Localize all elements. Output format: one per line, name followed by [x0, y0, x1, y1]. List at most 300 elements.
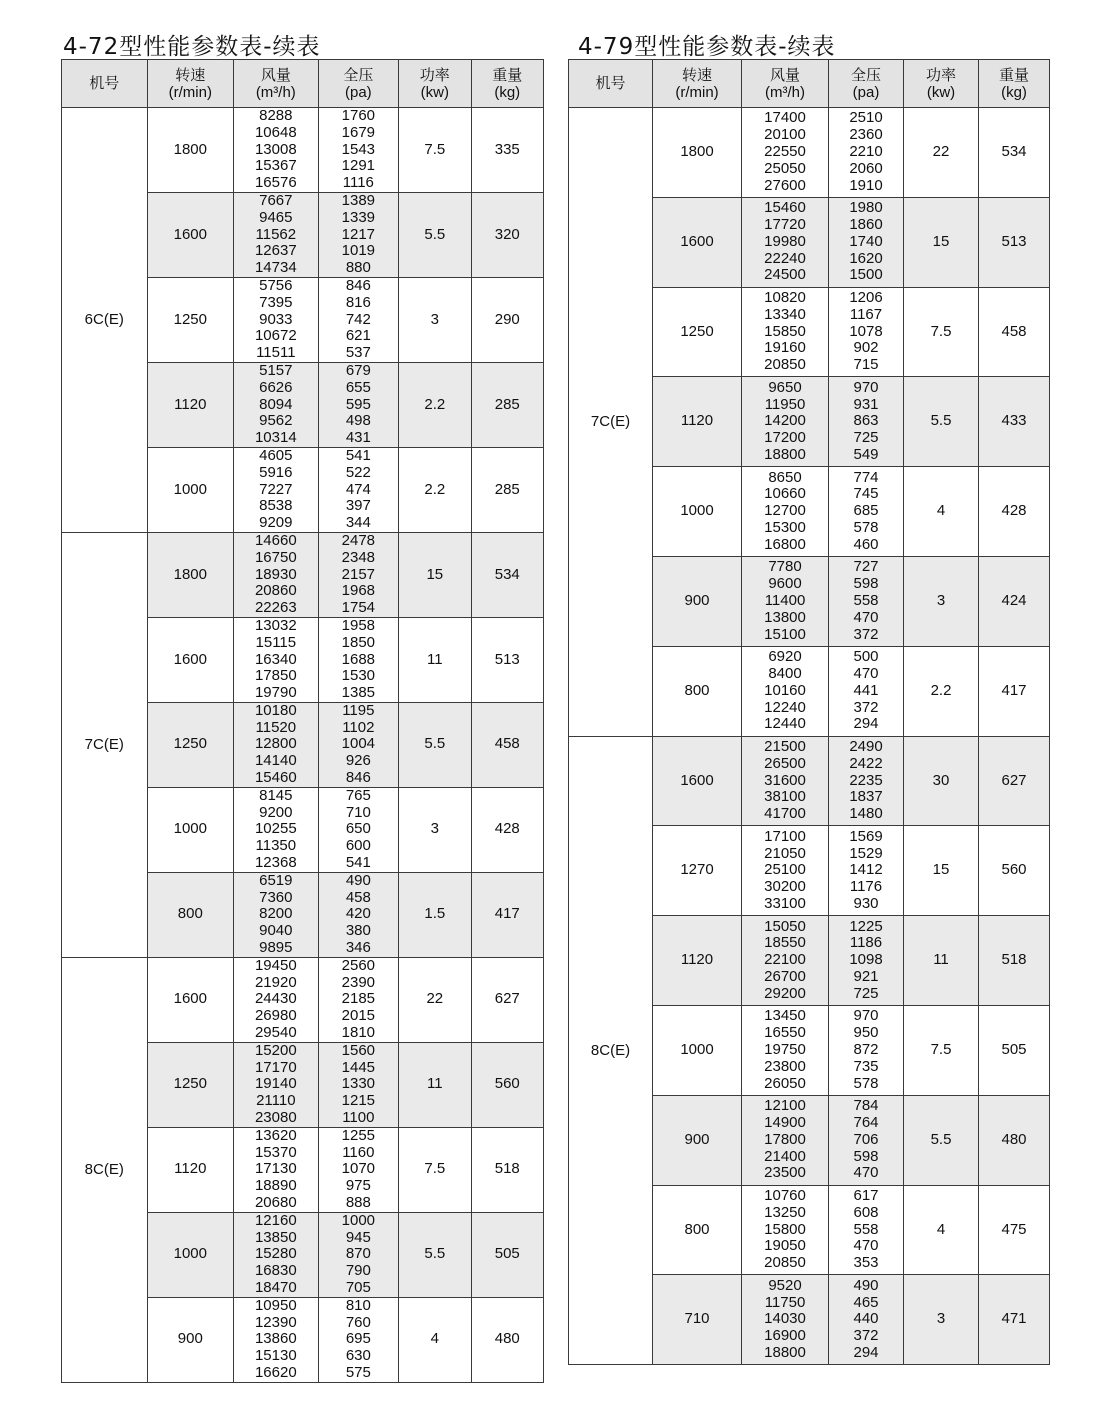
weight-cell: 534 — [979, 108, 1050, 198]
pressure-value: 617 — [853, 1186, 879, 1204]
weight-cell: 480 — [979, 1095, 1050, 1185]
pressure-value: 765 — [345, 787, 371, 804]
flow-value: 13340 — [764, 305, 806, 323]
flow-value: 5916 — [259, 463, 293, 481]
column-header — [742, 60, 829, 108]
pressure-value: 380 — [345, 922, 371, 940]
power-cell: 1.5 — [399, 872, 471, 957]
pressure-value: 490 — [345, 872, 371, 889]
flow-cell — [742, 108, 829, 198]
weight-cell: 560 — [979, 826, 1050, 916]
pressure-value: 2060 — [849, 159, 883, 177]
pressure-cell — [318, 617, 399, 702]
flow-value: 11520 — [255, 718, 297, 736]
pressure-cell — [829, 646, 904, 736]
flow-cell — [234, 1297, 319, 1382]
pressure-value: 705 — [345, 1278, 371, 1296]
pressure-value: 1291 — [341, 157, 376, 175]
speed-cell: 800 — [653, 646, 742, 736]
pressure-value: 1530 — [341, 667, 376, 685]
flow-cell — [234, 108, 319, 193]
speed-cell: 1600 — [147, 192, 234, 277]
weight-cell: 428 — [471, 787, 543, 872]
speed-cell: 1000 — [653, 1005, 742, 1095]
pressure-value: 575 — [345, 1363, 371, 1381]
pressure-value: 846 — [345, 769, 371, 787]
flow-value: 8650 — [768, 468, 802, 486]
pressure-value: 790 — [345, 1262, 371, 1280]
pressure-value: 1569 — [849, 827, 883, 845]
pressure-value: 870 — [345, 1245, 371, 1263]
pressure-value: 595 — [345, 395, 371, 413]
pressure-value: 465 — [853, 1293, 879, 1311]
flow-value: 20100 — [764, 126, 806, 144]
speed-cell: 1600 — [653, 197, 742, 287]
flow-value: 16620 — [254, 1363, 297, 1381]
header-unit: (pa) — [852, 83, 880, 101]
pressure-value: 810 — [345, 1297, 371, 1314]
power-cell: 5.5 — [904, 377, 979, 467]
pressure-value: 863 — [853, 412, 879, 430]
speed-cell: 1250 — [147, 702, 234, 787]
flow-cell — [742, 467, 829, 557]
flow-cell — [234, 447, 319, 532]
flow-value: 15800 — [764, 1220, 806, 1238]
pressure-value: 578 — [853, 518, 879, 536]
flow-value: 13450 — [764, 1007, 806, 1025]
flow-cell — [742, 1095, 829, 1185]
header-label: 全压 — [850, 66, 881, 84]
flow-value: 15050 — [764, 917, 806, 935]
flow-value: 5756 — [259, 277, 293, 294]
header-label: 机号 — [595, 75, 626, 92]
weight-cell: 560 — [471, 1042, 543, 1127]
speed-cell: 1000 — [147, 787, 234, 872]
pressure-value: 372 — [853, 625, 879, 643]
speed-cell: 1120 — [653, 916, 742, 1006]
power-cell: 4 — [399, 1297, 471, 1382]
pressure-value: 1004 — [341, 735, 376, 753]
flow-value: 24500 — [764, 266, 806, 284]
flow-value: 9520 — [768, 1276, 802, 1294]
pressure-value: 1217 — [341, 225, 376, 243]
flow-value: 18800 — [764, 445, 806, 463]
flow-value: 18930 — [254, 565, 297, 583]
pressure-value: 2015 — [341, 1007, 376, 1025]
flow-cell — [742, 916, 829, 1006]
flow-value: 21050 — [764, 844, 806, 862]
power-cell: 22 — [904, 108, 979, 198]
table-row — [62, 957, 544, 1042]
weight-cell: 534 — [471, 532, 543, 617]
pressure-value: 784 — [853, 1097, 879, 1115]
weight-cell: 518 — [979, 916, 1050, 1006]
flow-value: 16830 — [254, 1262, 297, 1280]
pressure-value: 945 — [345, 1228, 371, 1246]
flow-value: 11400 — [764, 591, 806, 609]
flow-value: 17720 — [764, 216, 806, 233]
pressure-value: 1160 — [342, 1143, 375, 1161]
column-header — [829, 60, 904, 108]
pressure-value: 1910 — [849, 176, 883, 194]
flow-value: 10660 — [764, 485, 806, 503]
weight-cell: 505 — [979, 1005, 1050, 1095]
pressure-value: 1810 — [341, 1024, 376, 1042]
flow-value: 7667 — [259, 192, 293, 209]
power-cell: 2.2 — [904, 646, 979, 736]
pressure-value: 294 — [853, 1343, 879, 1361]
pressure-cell — [318, 192, 399, 277]
pressure-value: 470 — [853, 664, 879, 682]
pressure-value: 1754 — [341, 599, 376, 617]
column-header — [569, 60, 653, 108]
flow-value: 8288 — [259, 107, 293, 124]
column-header — [979, 60, 1050, 108]
flow-value: 15100 — [764, 625, 806, 643]
flow-value: 17850 — [254, 667, 297, 685]
pressure-cell — [318, 1127, 399, 1212]
flow-value: 20680 — [254, 1194, 297, 1211]
pressure-value: 372 — [853, 1327, 879, 1345]
pressure-value: 1480 — [849, 805, 883, 823]
pressure-cell — [318, 1042, 399, 1127]
flow-value: 30200 — [764, 878, 806, 896]
flow-value: 12390 — [254, 1313, 297, 1331]
header-label: 重量 — [492, 66, 523, 84]
header-unit: (kw) — [926, 83, 956, 101]
flow-value: 22550 — [764, 143, 806, 160]
pressure-value: 725 — [853, 984, 879, 1002]
flow-value: 13032 — [254, 617, 297, 634]
flow-value: 19160 — [764, 339, 806, 357]
table-4-79 — [568, 59, 1050, 1365]
flow-value: 10950 — [254, 1297, 297, 1314]
power-cell: 11 — [904, 916, 979, 1006]
column-header — [62, 60, 148, 108]
power-cell: 5.5 — [399, 1212, 471, 1297]
flow-value: 8094 — [259, 395, 293, 413]
pressure-value: 1412 — [849, 861, 883, 879]
power-cell: 3 — [904, 1275, 979, 1365]
header-row — [569, 60, 1050, 108]
power-cell: 3 — [904, 556, 979, 646]
flow-value: 14200 — [764, 412, 806, 430]
flow-value: 12160 — [254, 1212, 297, 1229]
pressure-value: 931 — [853, 395, 879, 413]
flow-value: 9033 — [259, 310, 293, 328]
header-unit: (r/min) — [168, 83, 212, 101]
flow-value: 15460 — [764, 199, 806, 217]
pressure-value: 1529 — [849, 844, 883, 862]
pressure-value: 490 — [853, 1276, 879, 1294]
power-cell: 11 — [399, 1042, 471, 1127]
header-label: 转速 — [175, 66, 206, 84]
flow-value: 24430 — [254, 990, 297, 1008]
pressure-value: 621 — [345, 327, 371, 345]
pressure-value: 460 — [853, 535, 879, 553]
pressure-value: 2235 — [849, 771, 883, 789]
flow-value: 16576 — [254, 174, 297, 192]
pressure-value: 498 — [345, 412, 371, 430]
speed-cell: 710 — [653, 1275, 742, 1365]
flow-value: 16550 — [764, 1024, 806, 1042]
flow-value: 13850 — [254, 1228, 297, 1246]
weight-cell: 627 — [979, 736, 1050, 826]
flow-value: 10672 — [254, 327, 297, 345]
pressure-value: 2348 — [341, 548, 376, 566]
flow-value: 14660 — [254, 532, 297, 549]
pressure-value: 725 — [853, 429, 879, 447]
flow-value: 9040 — [259, 922, 293, 940]
flow-value: 12700 — [764, 502, 806, 520]
pressure-value: 630 — [345, 1347, 371, 1365]
pressure-cell — [318, 787, 399, 872]
flow-cell — [234, 872, 319, 957]
pressure-value: 346 — [345, 939, 371, 957]
flow-value: 7780 — [768, 558, 802, 576]
flow-cell — [742, 1185, 829, 1275]
pressure-value: 2210 — [849, 143, 883, 160]
flow-value: 23080 — [254, 1109, 297, 1127]
speed-cell: 1600 — [653, 736, 742, 826]
flow-value: 29200 — [764, 984, 806, 1002]
flow-value: 4605 — [259, 447, 293, 464]
flow-value: 12800 — [254, 735, 297, 753]
speed-cell: 1800 — [653, 108, 742, 198]
pressure-value: 655 — [345, 378, 371, 396]
pressure-value: 774 — [853, 468, 879, 486]
flow-value: 17200 — [764, 429, 806, 447]
flow-value: 20860 — [254, 582, 297, 600]
flow-value: 16800 — [764, 535, 806, 553]
weight-cell: 458 — [471, 702, 543, 787]
flow-value: 15115 — [255, 633, 297, 651]
flow-value: 23500 — [764, 1164, 806, 1182]
flow-value: 19980 — [764, 232, 806, 250]
flow-value: 12240 — [764, 698, 806, 716]
pressure-value: 500 — [853, 648, 879, 666]
power-cell: 5.5 — [399, 192, 471, 277]
power-cell: 11 — [399, 617, 471, 702]
flow-value: 10160 — [764, 681, 806, 699]
power-cell: 4 — [904, 467, 979, 557]
flow-value: 16750 — [254, 548, 297, 566]
title-4-79: 4-79型性能参数表-续表 — [578, 34, 836, 60]
flow-value: 21920 — [254, 973, 297, 991]
flow-value: 9209 — [259, 514, 293, 532]
speed-cell: 1000 — [147, 447, 234, 532]
flow-value: 21500 — [764, 737, 806, 755]
column-header — [653, 60, 742, 108]
pressure-value: 441 — [853, 681, 879, 699]
flow-value: 9465 — [259, 208, 293, 226]
flow-value: 11511 — [256, 344, 296, 362]
pressure-value: 1100 — [342, 1109, 375, 1127]
pressure-value: 1330 — [341, 1075, 376, 1093]
speed-cell: 1000 — [653, 467, 742, 557]
pressure-value: 578 — [853, 1074, 879, 1092]
pressure-value: 695 — [345, 1330, 371, 1348]
flow-value: 10760 — [764, 1186, 806, 1204]
pressure-value: 608 — [853, 1203, 879, 1221]
pressure-value: 474 — [345, 480, 371, 498]
flow-value: 18550 — [764, 934, 806, 952]
flow-value: 15300 — [764, 518, 806, 536]
table-row — [569, 108, 1050, 198]
flow-value: 15850 — [764, 322, 806, 340]
flow-value: 10648 — [254, 123, 297, 141]
flow-value: 11350 — [255, 837, 297, 855]
model-cell: 7C(E) — [62, 532, 148, 957]
pressure-cell — [829, 197, 904, 287]
flow-value: 14734 — [254, 259, 297, 277]
speed-cell: 1250 — [147, 277, 234, 362]
header-unit: (kg) — [1001, 83, 1027, 101]
weight-cell: 505 — [471, 1212, 543, 1297]
pressure-cell — [829, 1005, 904, 1095]
speed-cell: 1000 — [147, 1212, 234, 1297]
table-row — [569, 736, 1050, 826]
flow-value: 12637 — [254, 242, 297, 260]
model-cell: 6C(E) — [62, 108, 148, 533]
pressure-value: 1078 — [849, 322, 883, 340]
flow-value: 6626 — [259, 378, 293, 396]
pressure-value: 1740 — [849, 232, 883, 250]
flow-value: 9562 — [259, 412, 293, 430]
power-cell: 7.5 — [399, 1127, 471, 1212]
pressure-value: 558 — [853, 1220, 879, 1238]
header-label: 全压 — [343, 66, 374, 84]
flow-value: 12100 — [764, 1097, 806, 1115]
pressure-value: 970 — [853, 378, 879, 396]
weight-cell: 518 — [471, 1127, 543, 1212]
pressure-cell — [318, 957, 399, 1042]
flow-cell — [742, 1005, 829, 1095]
pressure-value: 470 — [853, 608, 879, 626]
flow-cell — [234, 532, 319, 617]
flow-value: 13620 — [254, 1127, 297, 1144]
speed-cell: 900 — [147, 1297, 234, 1382]
pressure-value: 344 — [345, 514, 371, 532]
flow-value: 26500 — [764, 754, 806, 772]
flow-value: 20850 — [764, 356, 806, 374]
header-label: 转速 — [681, 66, 712, 84]
flow-value: 19790 — [254, 684, 297, 702]
header-label: 风量 — [769, 66, 800, 84]
pressure-value: 470 — [853, 1164, 879, 1182]
flow-cell — [742, 826, 829, 916]
flow-cell — [742, 736, 829, 826]
flow-value: 17400 — [764, 109, 806, 127]
flow-cell — [234, 957, 319, 1042]
table-body — [569, 108, 1050, 1365]
flow-cell — [234, 702, 319, 787]
pressure-value: 679 — [345, 362, 371, 379]
weight-cell: 513 — [979, 197, 1050, 287]
pressure-value: 1070 — [341, 1160, 376, 1178]
flow-cell — [234, 192, 319, 277]
pressure-value: 715 — [853, 356, 879, 374]
speed-cell: 1600 — [147, 617, 234, 702]
power-cell: 15 — [399, 532, 471, 617]
pressure-value: 816 — [345, 293, 371, 311]
pressure-cell — [318, 872, 399, 957]
pressure-value: 397 — [345, 497, 371, 515]
pressure-cell — [318, 447, 399, 532]
weight-cell: 285 — [471, 362, 543, 447]
flow-cell — [742, 197, 829, 287]
header-label: 机号 — [89, 75, 120, 92]
flow-value: 15460 — [254, 769, 297, 787]
flow-value: 12368 — [254, 854, 297, 872]
power-cell: 7.5 — [399, 108, 471, 193]
flow-cell — [742, 556, 829, 646]
header-label: 功率 — [925, 66, 956, 84]
pressure-cell — [318, 532, 399, 617]
weight-cell: 417 — [979, 646, 1050, 736]
pressure-value: 458 — [345, 888, 371, 906]
flow-cell — [742, 287, 829, 377]
flow-value: 8145 — [259, 787, 293, 804]
flow-value: 25100 — [764, 861, 806, 879]
header-unit: (r/min) — [675, 83, 719, 101]
weight-cell: 627 — [471, 957, 543, 1042]
speed-cell: 900 — [653, 1095, 742, 1185]
flow-cell — [234, 1212, 319, 1297]
pressure-cell — [318, 1297, 399, 1382]
power-cell: 15 — [904, 826, 979, 916]
pressure-value: 1837 — [849, 788, 883, 806]
power-cell: 5.5 — [399, 702, 471, 787]
flow-value: 14140 — [254, 752, 297, 770]
weight-cell: 480 — [471, 1297, 543, 1382]
flow-value: 22240 — [764, 249, 806, 267]
pressure-value: 598 — [853, 1147, 879, 1165]
flow-value: 21400 — [764, 1147, 806, 1165]
table-header — [569, 60, 1050, 108]
pressure-value: 1958 — [341, 617, 376, 634]
pressure-value: 1116 — [342, 174, 374, 192]
speed-cell: 1250 — [147, 1042, 234, 1127]
pressure-value: 1385 — [341, 684, 376, 702]
pressure-value: 372 — [853, 698, 879, 716]
pressure-value: 735 — [853, 1057, 879, 1075]
flow-value: 26050 — [764, 1074, 806, 1092]
speed-cell: 800 — [147, 872, 234, 957]
flow-value: 7360 — [259, 888, 293, 906]
flow-cell — [234, 787, 319, 872]
flow-value: 10255 — [254, 820, 297, 838]
pressure-value: 2510 — [849, 109, 883, 127]
pressure-value: 1389 — [341, 192, 376, 209]
table-row — [62, 532, 544, 617]
model-cell: 7C(E) — [569, 108, 653, 737]
flow-value: 13250 — [764, 1203, 806, 1221]
column-header — [399, 60, 471, 108]
speed-cell: 1800 — [147, 108, 234, 193]
pressure-value: 1500 — [849, 266, 883, 284]
pressure-value: 1850 — [341, 633, 376, 651]
table-4-72 — [61, 59, 544, 1383]
pressure-value: 353 — [853, 1254, 879, 1272]
pressure-value: 2360 — [849, 126, 883, 144]
pressure-value: 1176 — [849, 878, 883, 896]
weight-cell: 471 — [979, 1275, 1050, 1365]
pressure-cell — [829, 467, 904, 557]
power-cell: 3 — [399, 277, 471, 362]
pressure-cell — [318, 277, 399, 362]
weight-cell: 475 — [979, 1185, 1050, 1275]
